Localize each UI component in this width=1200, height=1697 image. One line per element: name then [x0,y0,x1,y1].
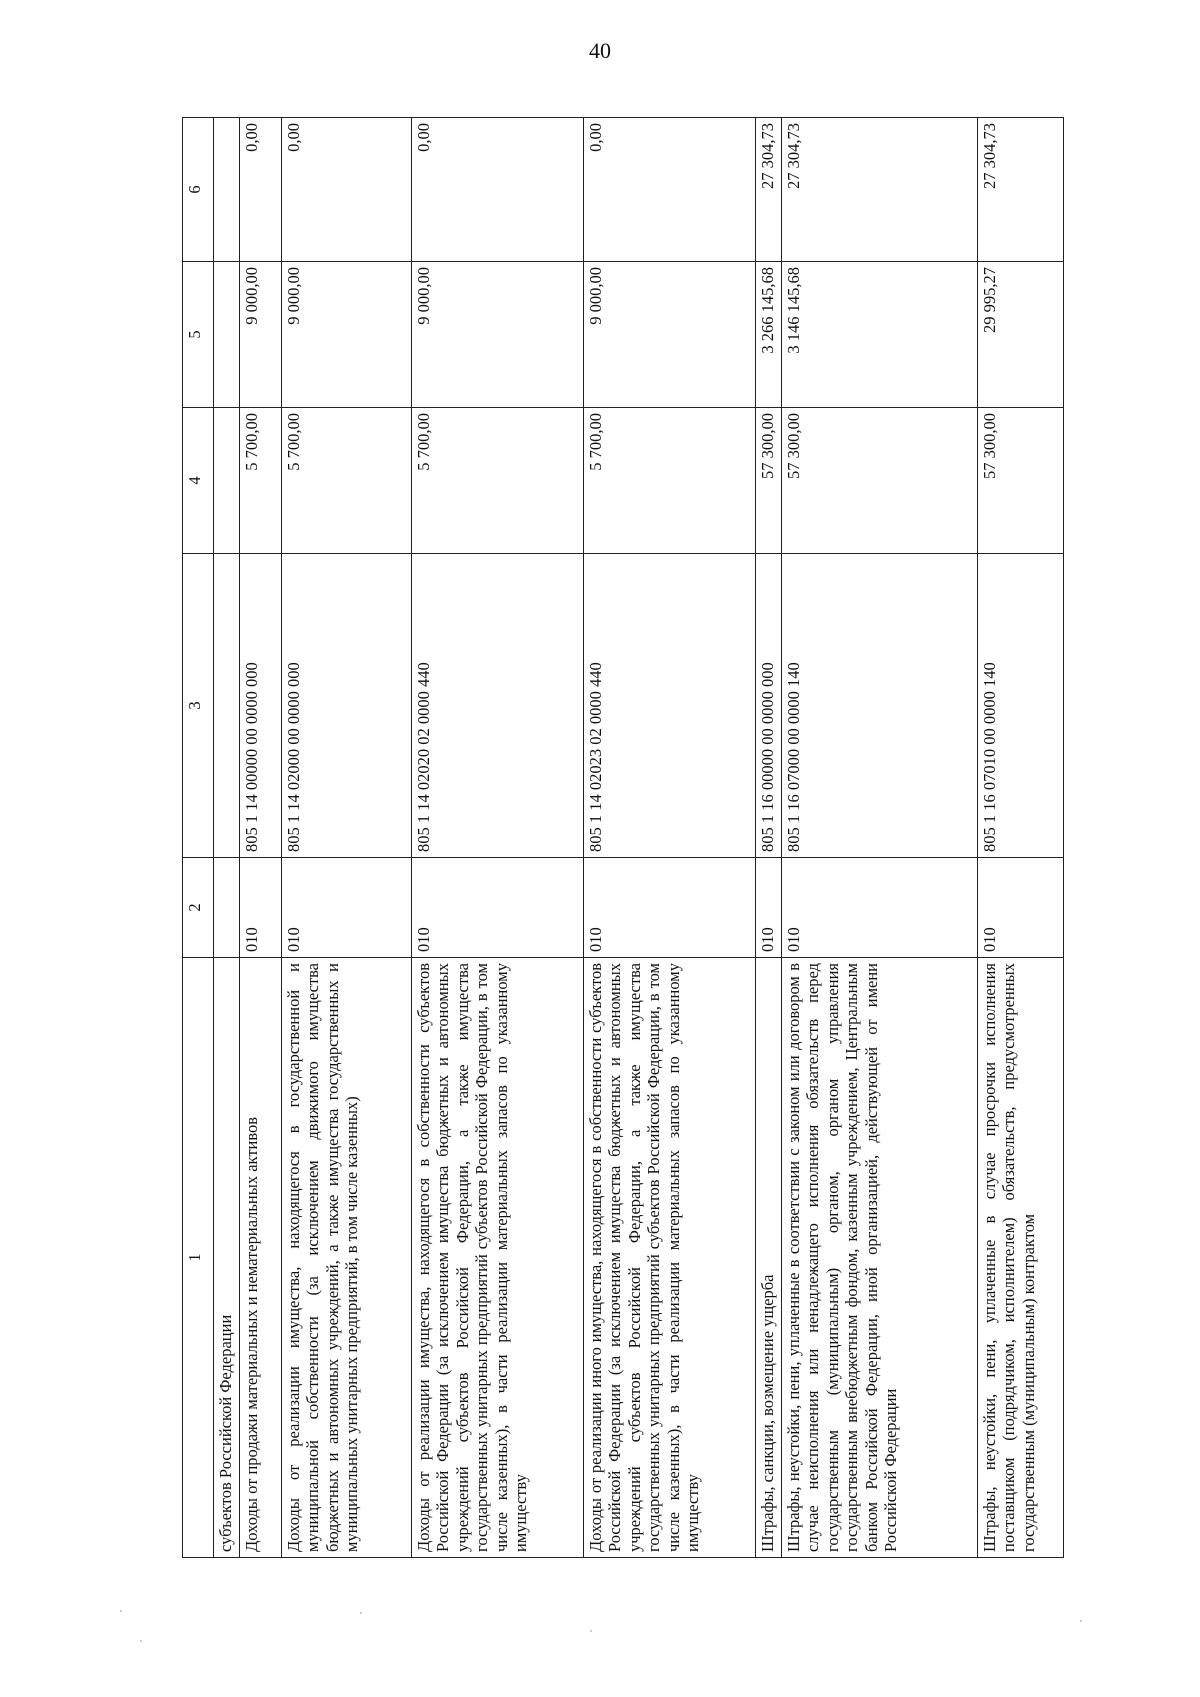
col6-value-cell: 0,00 [584,118,756,262]
income-name-cell: Доходы от реализации имущества, находящегося в государственной и муниципальной собственности (за исключением движимого имущества бюджетных и автономных учреждений, а также имущества государственных и муниципальных унитарных предприятий, в том числе казенных) [282,958,412,1558]
income-name-cell: Доходы от реализации имущества, находящегося в собственности субъектов Российской Федерации (за исключением имущества бюджетных и автономных учреждений субъектов Российской Федерации, а также имущества государственных унитарных предприятий субъектов Российской Федерации, в том числе казенных), в части реализации материальных запасов по указанному имуществу [412,958,584,1558]
col6-value-cell: 27 304,73 [756,118,782,262]
kbk-code-cell: 805 1 16 07000 00 0000 140 [782,554,978,858]
kbk-code-cell [214,554,240,858]
header-cell-4: 4 [183,408,214,554]
budget-table [182,117,1064,1558]
row-code-cell: 010 [412,858,584,958]
col6-value-cell: 0,00 [412,118,584,262]
header-row [183,118,214,1558]
header-cell-1: 1 [183,958,214,1558]
col6-value-cell: 27 304,73 [978,118,1064,262]
table-row [978,118,1064,1558]
table-row [240,118,282,1558]
col5-value-cell: 3 266 145,68 [756,262,782,408]
income-name-cell: Штрафы, неустойки, пени, уплаченные в случае просрочки исполнения поставщиком (подрядчиком, исполнителем) обязательств, предусмотренных государственным (муниципальным) контрактом [978,958,1064,1558]
col6-value-cell: 27 304,73 [782,118,978,262]
income-name-cell: Штрафы, санкции, возмещение ущерба [756,958,782,1558]
col4-value-cell: 5 700,00 [584,408,756,554]
col5-value-cell: 9 000,00 [584,262,756,408]
kbk-code-cell: 805 1 16 00000 00 0000 000 [756,554,782,858]
header-cell-2: 2 [183,858,214,958]
table-row [282,118,412,1558]
table-row [412,118,584,1558]
scan-speck [120,1610,122,1612]
col5-value-cell: 9 000,00 [282,262,412,408]
row-code-cell: 010 [978,858,1064,958]
col6-value-cell: 0,00 [282,118,412,262]
header-cell-6: 6 [183,118,214,262]
scan-speck [1080,1620,1082,1622]
col4-value-cell: 5 700,00 [240,408,282,554]
income-name-cell: субъектов Российской Федерации [214,958,240,1558]
kbk-code-cell: 805 1 14 02000 00 0000 000 [282,554,412,858]
col6-value-cell: 0,00 [240,118,282,262]
page-number: 40 [589,38,611,63]
table-row [782,118,978,1558]
scan-speck [590,1630,592,1632]
table-row [584,118,756,1558]
table-row [214,118,240,1558]
scan-speck [360,1612,362,1614]
kbk-code-cell: 805 1 16 07010 00 0000 140 [978,554,1064,858]
row-code-cell: 010 [782,858,978,958]
row-code-cell: 010 [240,858,282,958]
col5-value-cell: 9 000,00 [412,262,584,408]
col4-value-cell: 57 300,00 [978,408,1064,554]
col4-value-cell: 57 300,00 [782,408,978,554]
rotated-table-wrapper [182,118,1152,1558]
header-cell-3: 3 [183,554,214,858]
row-code-cell: 010 [756,858,782,958]
income-name-cell: Доходы от реализации иного имущества, находящегося в собственности субъектов Российской Федерации (за исключением имущества бюджетных и автономных учреждений субъектов Российской Федерации, а также имущества государственных унитарных предприятий субъектов Российской Федерации, в том числе казенных), в части реализации материальных запасов по указанному имуществу [584,958,756,1558]
kbk-code-cell: 805 1 14 02023 02 0000 440 [584,554,756,858]
col6-value-cell [214,118,240,262]
row-code-cell: 010 [584,858,756,958]
col5-value-cell: 29 995,27 [978,262,1064,408]
kbk-code-cell: 805 1 14 00000 00 0000 000 [240,554,282,858]
table-row [756,118,782,1558]
income-name-cell: Штрафы, неустойки, пени, уплаченные в соответствии с законом или договором в случае неисполнения или ненадлежащего исполнения обязательств перед государственным (муниципальным) органом, органом управления государственным внебюджетным фондом, казенным учреждением, Центральным банком Российской Федерации, иной организацией, действующей от имени Российской Федерации [782,958,978,1558]
col4-value-cell [214,408,240,554]
income-name-cell: Доходы от продажи материальных и нематериальных активов [240,958,282,1558]
kbk-code-cell: 805 1 14 02020 02 0000 440 [412,554,584,858]
col4-value-cell: 5 700,00 [412,408,584,554]
scan-speck [140,1640,142,1642]
col5-value-cell: 9 000,00 [240,262,282,408]
col4-value-cell: 5 700,00 [282,408,412,554]
header-cell-5: 5 [183,262,214,408]
col5-value-cell: 3 146 145,68 [782,262,978,408]
row-code-cell: 010 [282,858,412,958]
col5-value-cell [214,262,240,408]
col4-value-cell: 57 300,00 [756,408,782,554]
row-code-cell [214,858,240,958]
